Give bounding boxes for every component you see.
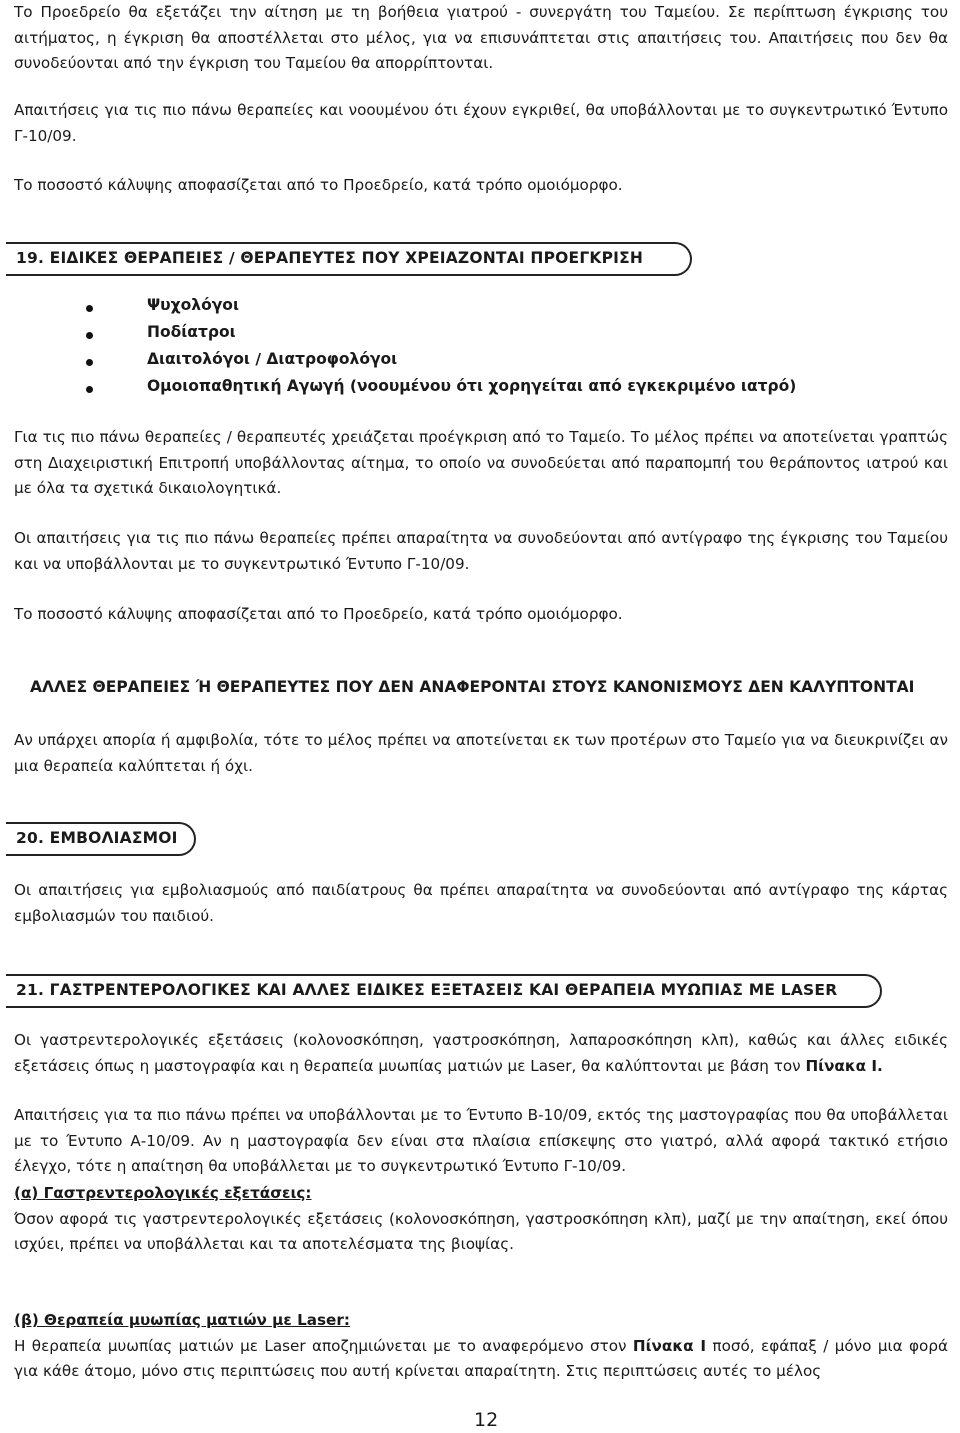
other-therapies-heading: ΑΛΛΕΣ ΘΕΡΑΠΕΙΕΣ Ή ΘΕΡΑΠΕΥΤΕΣ ΠΟΥ ΔΕΝ ΑΝΑΦΕΡΟΝΤΑΙ ΣΤΟΥΣ ΚΑΝΟΝΙΣΜΟΥΣ ΔΕΝ ΚΑΛΥΠΤΟΝΤΑΙ: [30, 678, 915, 696]
section-21-title: 21. ΓΑΣΤΡΕΝΤΕΡΟΛΟΓΙΚΕΣ ΚΑΙ ΑΛΛΕΣ ΕΙΔΙΚΕΣ ΕΞΕΤΑΣΕΙΣ ΚΑΙ ΘΕΡΑΠΕΙΑ ΜΥΩΠΙΑΣ ΜΕ LASER: [16, 981, 838, 999]
coverage-paragraph-2: Το ποσοστό κάλυψης αποφασίζεται από το Προεδρείο, κατά τρόπο ομοιόμορφο.: [14, 605, 623, 623]
doubt-paragraph: Αν υπάρχει απορία ή αμφιβολία, τότε το μέλος πρέπει να αποτείνεται εκ των προτέρων στο Ταμείο για να διευκρινίζει αν μια θεραπεία καλύπτεται ή όχι.: [14, 731, 948, 775]
subsection-b: [14, 1308, 948, 1385]
approval-copy-paragraph: Οι απαιτήσεις για τις πιο πάνω θεραπείες πρέπει απαραίτητα να συνοδεύονται από αντίγραφο της έγκρισης του Ταμείου και να υποβάλλονται με το συγκεντρωτικό Έντυπο Γ-10/09.: [14, 529, 948, 573]
table-reference-2: Πίνακα Ι: [632, 1336, 707, 1355]
bullet-icon: [86, 386, 93, 393]
laser-text-cont: ποσό, εφάπαξ / μόνο μια φορά για κάθε άτομο, μόνο στις περιπτώσεις που αυτή κρίνεται απαραίτητη. Στις περιπτώσεις αυτές το μέλος: [14, 1336, 948, 1380]
section-19-title: 19. ΕΙΔΙΚΕΣ ΘΕΡΑΠΕΙΕΣ / ΘΕΡΑΠΕΥΤΕΣ ΠΟΥ ΧΡΕΙΑΖΟΝΤΑΙ ΠΡΟΕΓΚΡΙΣΗ: [16, 249, 644, 267]
section-19-heading: [6, 242, 692, 276]
claims-paragraph: Απαιτήσεις για τις πιο πάνω θεραπείες και νοουμένου ότι έχουν εγκριθεί, θα υποβάλλονται με το συγκεντρωτικό Έντυπο Γ-10/09.: [14, 101, 948, 145]
list-item: Διαιτολόγοι / Διατροφολόγοι: [147, 350, 398, 368]
bullet-icon: [86, 305, 93, 312]
gastro-paragraph: [14, 1028, 948, 1079]
coverage-paragraph: Το ποσοστό κάλυψης αποφασίζεται από το Προεδρείο, κατά τρόπο ομοιόμορφο.: [14, 176, 623, 194]
intro-paragraph: Το Προεδρείο θα εξετάζει την αίτηση με τη βοήθεια γιατρού - συνεργάτη του Ταμείου. Σε περίπτωση έγκρισης του αιτήματος, η έγκριση θα αποστέλλεται στο μέλος, για να επισυνάπτεται στις απαιτήσεις του. Απαιτήσεις που δεν θα συνοδεύονται από την έγκριση του Ταμείου θα απορρίπτονται.: [14, 3, 948, 72]
subsection-a: [14, 1181, 948, 1258]
preapproval-paragraph: Για τις πιο πάνω θεραπείες / θεραπευτές χρειάζεται προέγκριση από το Ταμείο. Το μέλος πρέπει να αποτείνεται γραπτώς στη Διαχειριστική Επιτροπή υποβάλλοντας αίτημα, το οποίο να συνοδεύεται από παραπομπή του θεράποντος ιατρού και με όλα τα σχετικά δικαιολογητικά.: [14, 428, 948, 497]
vaccination-paragraph: Οι απαιτήσεις για εμβολιασμούς από παιδίατρους θα πρέπει απαραίτητα να συνοδεύονται από αντίγραφο της κάρτας εμβολιασμών του παιδιού.: [14, 881, 948, 925]
biopsy-text: Όσον αφορά τις γαστρεντερολογικές εξετάσεις (κολονοσκόπηση, γαστροσκόπηση κλπ), μαζί με την απαίτηση, εκεί όπου ισχύει, πρέπει να υποβάλλεται και τα αποτελέσματα της βιοψίας.: [14, 1209, 948, 1253]
bullet-icon: [86, 332, 93, 339]
subsection-a-title: (α) Γαστρεντερολογικές εξετάσεις:: [14, 1184, 312, 1202]
section-20-heading: [6, 822, 196, 856]
laser-text: Η θεραπεία μυωπίας ματιών με Laser αποζημιώνεται με το αναφερόμενο στον: [14, 1336, 633, 1355]
forms-paragraph: Απαιτήσεις για τα πιο πάνω πρέπει να υποβάλλονται με το Έντυπο Β-10/09, εκτός της μαστογραφίας που θα υποβάλλεται με το Έντυπο Α-10/09. Αν η μαστογραφία δεν είναι στα πλαίσια επίσκεψης στο γιατρό, αλλά αφορά τακτικό ετήσιο έλεγχο, τότε η απαίτηση θα υποβάλλεται με το συγκεντρωτικό Έντυπο Γ-10/09.: [14, 1106, 948, 1175]
subsection-b-title: (β) Θεραπεία μυωπίας ματιών με Laser:: [14, 1311, 350, 1329]
list-item: Ψυχολόγοι: [147, 296, 239, 314]
gastro-text: Οι γαστρεντερολογικές εξετάσεις (κολονοσκόπηση, γαστροσκόπηση, λαπαροσκόπηση κλπ), καθώς και άλλες ειδικές εξετάσεις όπως η μαστογραφία και η θεραπεία μυωπίας ματιών με Laser, θα καλύπτονται με βάση τον: [14, 1031, 948, 1075]
section-21-heading: [6, 974, 882, 1008]
bullet-icon: [86, 359, 93, 366]
page-number: 12: [474, 1409, 499, 1431]
section-20-title: 20. ΕΜΒΟΛΙΑΣΜΟΙ: [16, 829, 178, 847]
list-item: Ομοιοπαθητική Αγωγή (νοουμένου ότι χορηγείται από εγκεκριμένο ιατρό): [147, 377, 797, 395]
list-item: Ποδίατροι: [147, 323, 236, 341]
table-reference: Πίνακα Ι.: [805, 1056, 883, 1075]
